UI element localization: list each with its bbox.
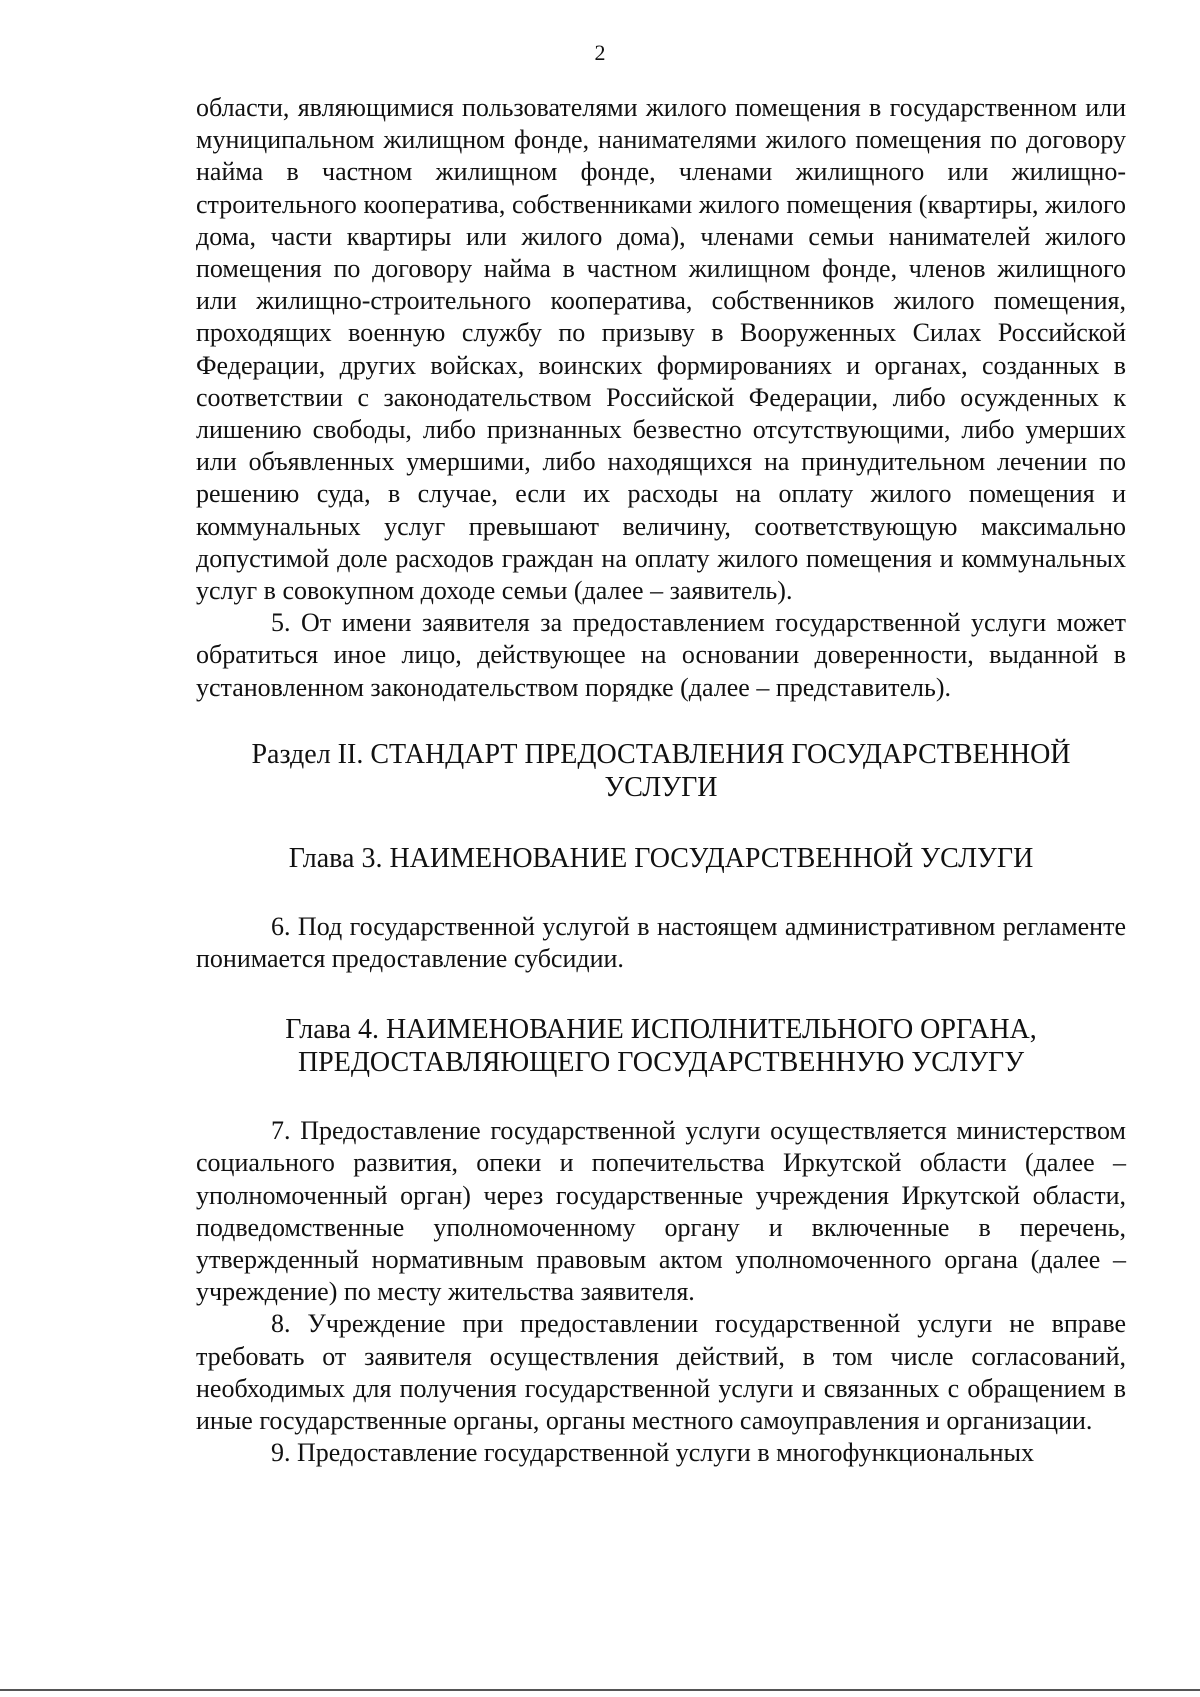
chapter-3-heading: Глава 3. НАИМЕНОВАНИЕ ГОСУДАРСТВЕННОЙ УСЛУГИ <box>288 842 1034 874</box>
paragraph-5: 5. От имени заявителя за предоставлением государственной услуги может обратиться иное лицо, действующее на основании доверенности, выданной в установленном законодательством порядке (далее – представитель). <box>196 608 1126 702</box>
chapter-4-heading-line-1: Глава 4. НАИМЕНОВАНИЕ ИСПОЛНИТЕЛЬНОГО ОРГАНА, <box>285 1014 1037 1046</box>
spacer <box>196 804 1126 842</box>
paragraph-6: 6. Под государственной услугой в настоящем административном регламенте понимается предоставление субсидии. <box>196 911 1126 974</box>
chapter-4-heading <box>196 1013 1126 1079</box>
spacer <box>196 704 1126 738</box>
section-heading <box>196 738 1126 804</box>
paragraph-9: 9. Предоставление государственной услуги в многофункциональных <box>271 1438 1034 1468</box>
bottom-edge-line <box>0 1689 1200 1691</box>
document-body <box>196 92 1126 1470</box>
paragraph-8: 8. Учреждение при предоставлении государственной услуги не вправе требовать от заявителя осуществления действий, в том числе согласований, необходимых для получения государственной услуги и связанных с обращением в иные государственные органы, органы местного самоуправления и организации. <box>196 1309 1126 1436</box>
chapter-4-heading-line-2: ПРЕДОСТАВЛЯЮЩЕГО ГОСУДАРСТВЕННУЮ УСЛУГУ <box>297 1047 1025 1079</box>
spacer <box>196 1079 1126 1115</box>
section-heading-line-2: УСЛУГИ <box>604 771 718 803</box>
spacer <box>196 875 1126 911</box>
paragraph-7: 7. Предоставление государственной услуги осуществляется министерством социального развития, опеки и попечительства Иркутской области (далее – уполномоченный орган) через государственные учреждения Иркутской области, подведомственные уполномоченному органу и включенные в перечень, утвержденный нормативным правовым актом уполномоченного органа (далее – учреждение) по месту жительства заявителя. <box>196 1116 1126 1307</box>
paragraph-continuation: области, являющимися пользователями жилого помещения в государственном или муниципальном жилищном фонде, нанимателями жилого помещения по договору найма в частном жилищном фонде, членами жилищного или жилищно-строительного кооператива, собственниками жилого помещения (квартиры, жилого дома, части квартиры или жилого дома), членами семьи нанимателей жилого помещения по договору найма в частном жилищном фонде, членов жилищного или жилищно-строительного кооператива, собственников жилого помещения, проходящих военную службу по призыву в Вооруженных Силах Российской Федерации, других войсках, воинских формированиях и органах, созданных в соответствии с законодательством Российской Федерации, либо осужденных к лишению свободы, либо признанных безвестно отсутствующими, либо умерших или объявленных умершими, либо находящихся на принудительном лечении по решению суда, в случае, если их расходы на оплату жилого помещения и коммунальных услуг превышают величину, соответствующую максимально допустимой доле расходов граждан на оплату жилого помещения и коммунальных услуг в совокупном доходе семьи (далее – заявитель). <box>196 93 1126 606</box>
page-number: 2 <box>594 40 606 65</box>
spacer <box>196 975 1126 1013</box>
section-heading-line-1: Раздел II. СТАНДАРТ ПРЕДОСТАВЛЕНИЯ ГОСУДАРСТВЕННОЙ <box>251 738 1071 770</box>
